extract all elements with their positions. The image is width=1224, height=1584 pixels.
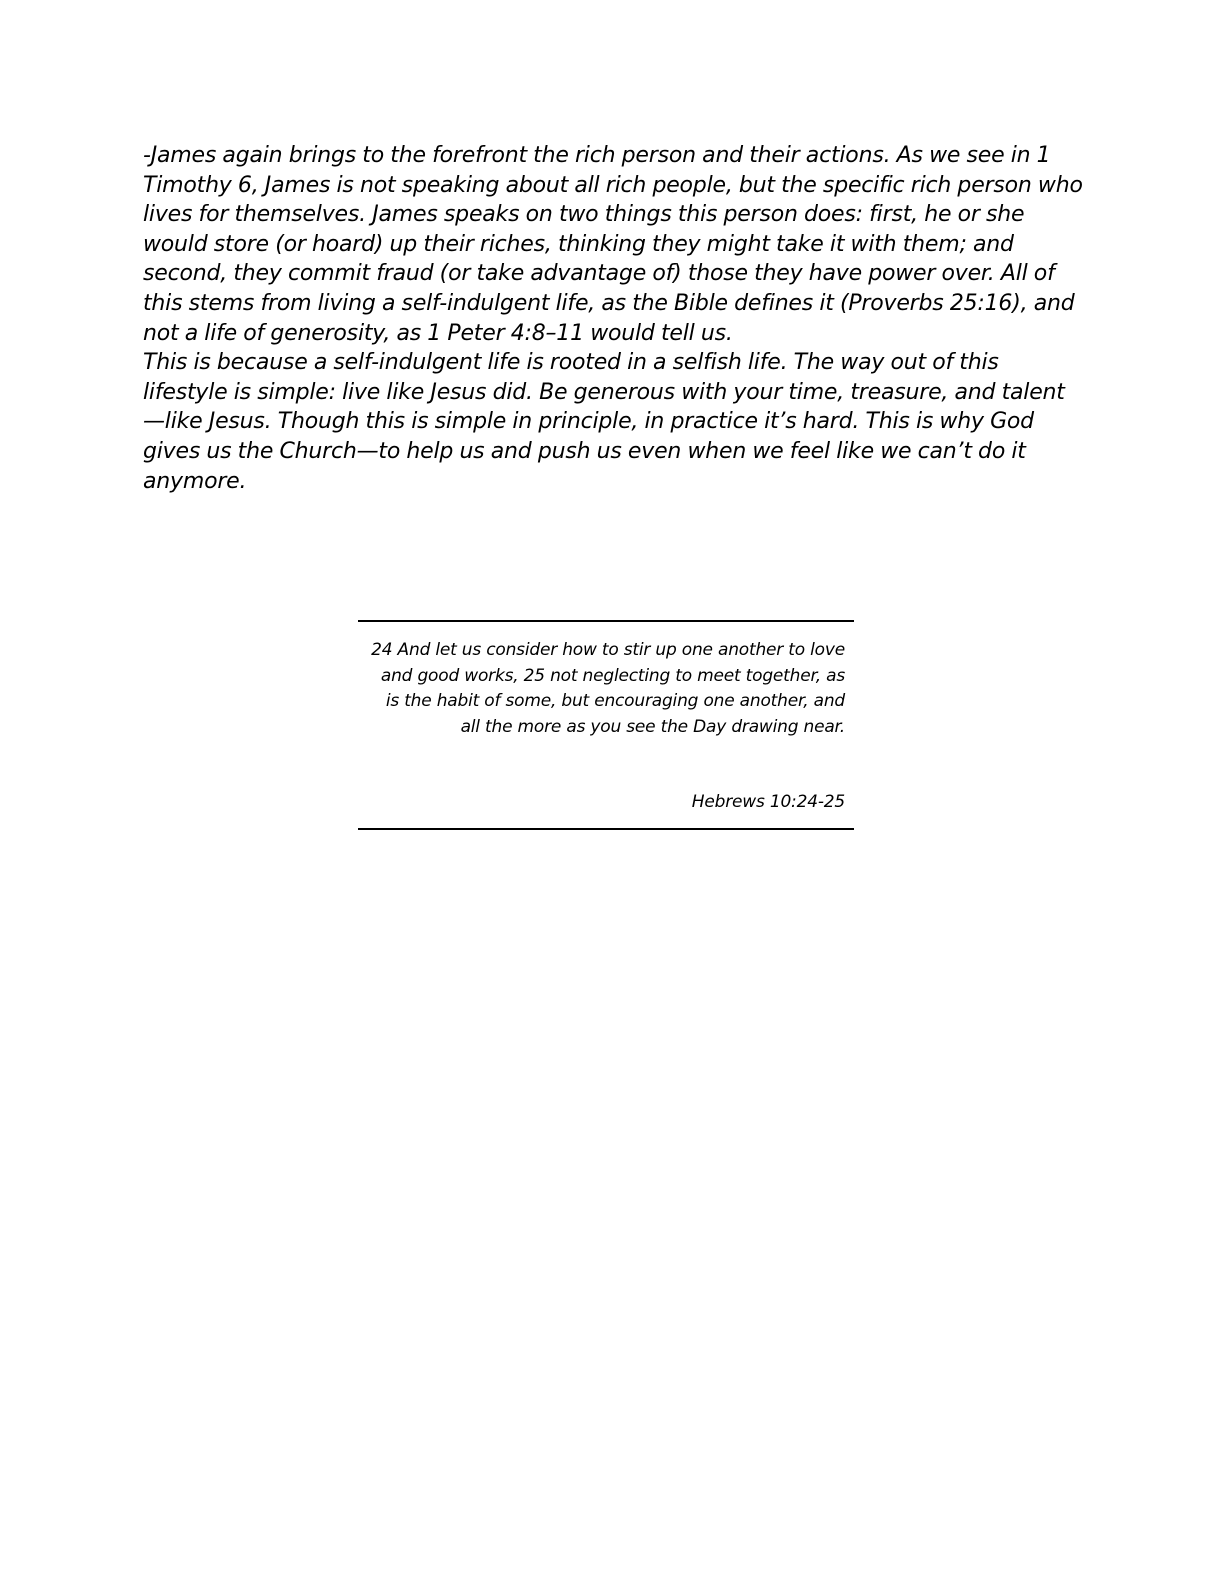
commentary-paragraph-1: -James again brings to the forefront the rich person and their actions. As we see in 1 Timothy 6, James is not speaking about all rich people, but the specific rich person who lives for themselves. James speaks on two things this person does: first, he or she would store (or hoard) up their riches, thinking they might take it with them; and second, they commit fraud (or take advantage of) those they have power over. All of this stems from living a self-indulgent life, as the Bible defines it (Proverbs 25:16), and not a life of generosity, as 1 Peter 4:8–11 would tell us.: [143, 143, 1083, 346]
scripture-quote-text: 24 And let us consider how to stir up one another to love and good works, 25 not neglecting to meet together, as is the habit of some, but encouraging one another, and all the more as you see the Day drawing near.: [371, 640, 845, 737]
commentary-paragraph-2: This is because a self-indulgent life is rooted in a selfish life. The way out of this lifestyle is simple: live like Jesus did. Be generous with your time, treasure, and talent—like Jesus. Though this is simple in principle, in practice it’s hard. This is why God gives us the Church—to help us and push us even when we feel like we can’t do it anymore.: [143, 350, 1065, 494]
scripture-reference: Hebrews 10:24-25: [691, 792, 845, 812]
scripture-quote-block: [358, 620, 854, 830]
commentary-text: [143, 141, 1083, 496]
